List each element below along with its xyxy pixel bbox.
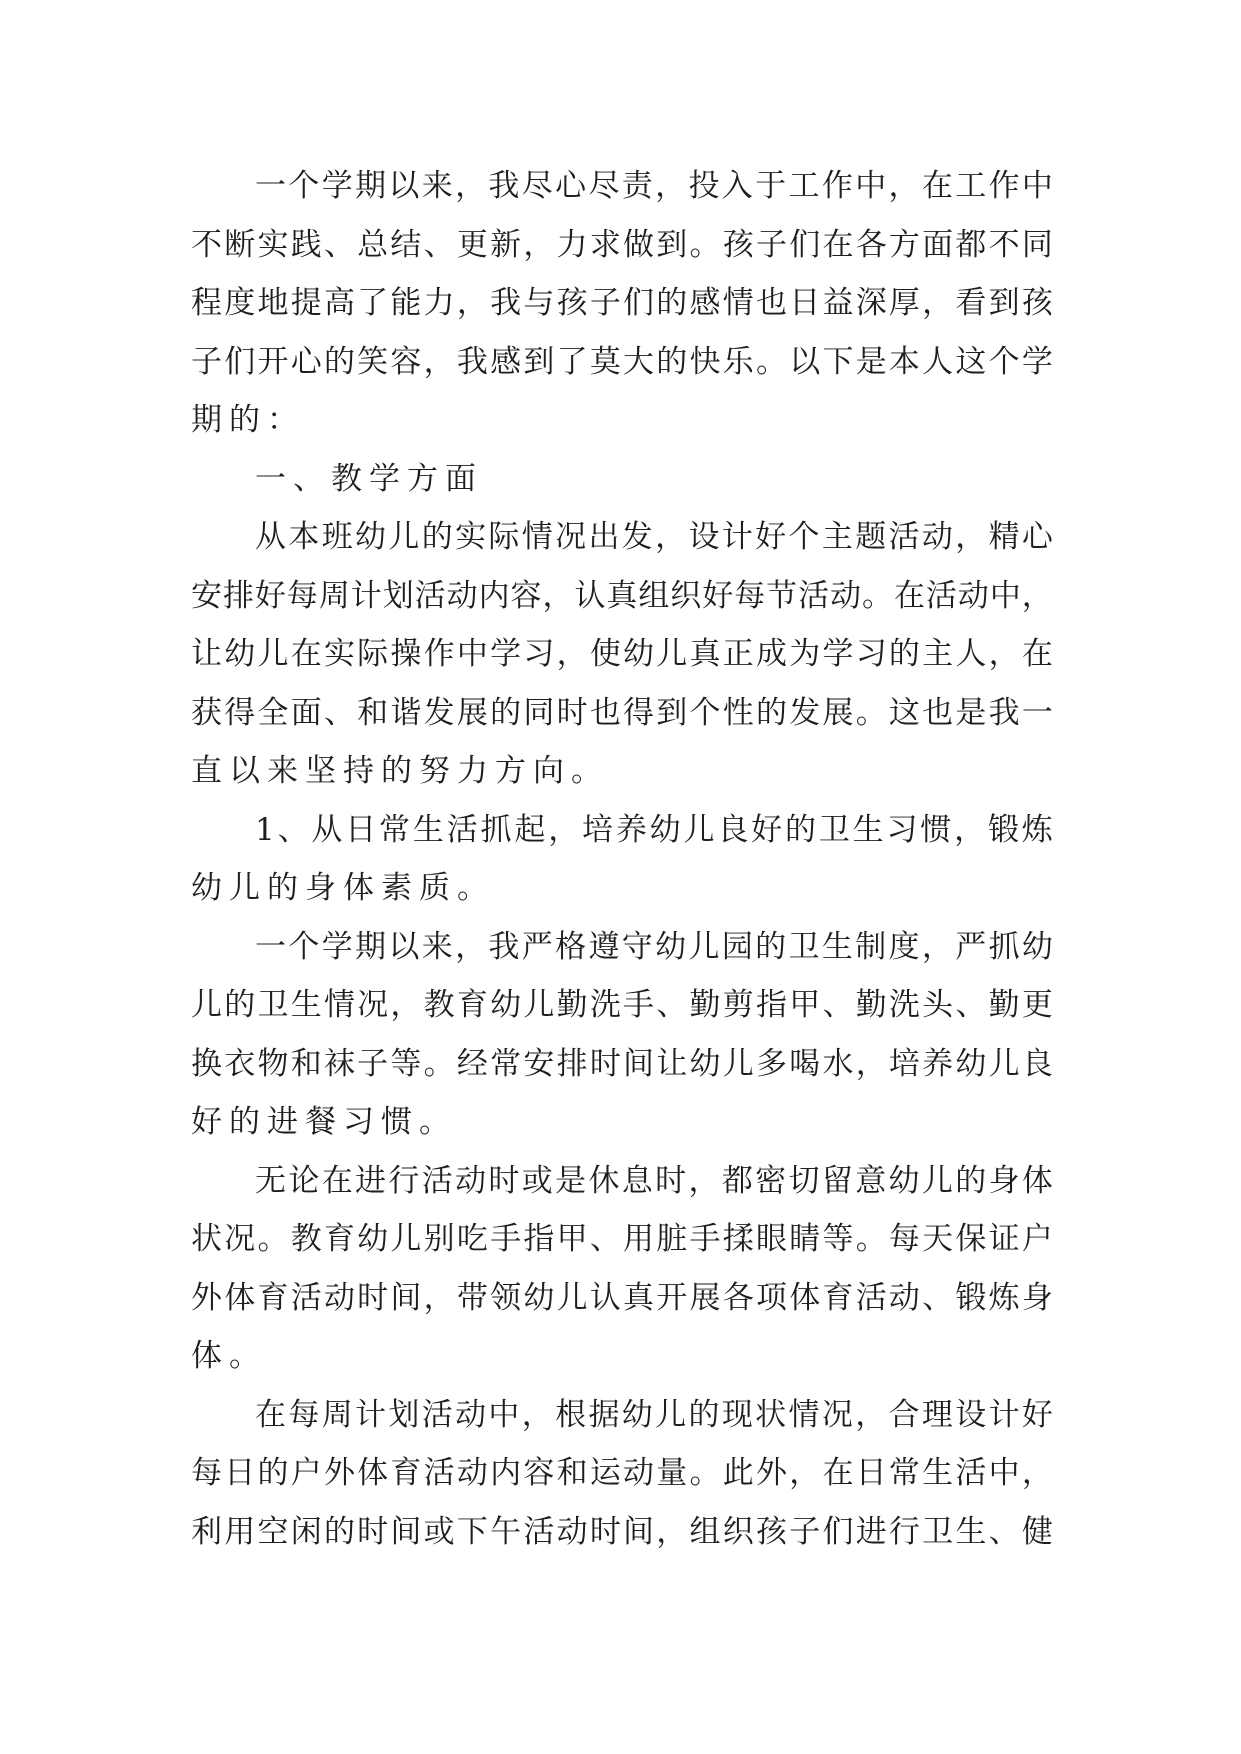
text-line: 幼儿的身体素质。 [191, 870, 495, 906]
text-line: 一、教学方面 [255, 460, 483, 497]
text-line: 子 们 开 心 的 笑 容 ， 我 感 到 了 莫 大 的 快 乐 。 以 下 是 本 人 这 个 学 [191, 343, 1053, 380]
text-line: 外 体 育 活 动 时 间 ， 带 领 幼 儿 认 真 开 展 各 项 体 育 活 动 、 锻 炼 身 [191, 1279, 1053, 1316]
text-line: 1 、 从 日 常 生 活 抓 起 ， 培 养 幼 儿 良 好 的 卫 生 习 惯 ， 锻 炼 [255, 811, 1053, 848]
text-line: 好的进餐习惯。 [191, 1104, 457, 1140]
paragraph [191, 801, 1053, 918]
paragraph [191, 1152, 1053, 1386]
text-line: 程 度 地 提 高 了 能 力 ， 我 与 孩 子 们 的 感 情 也 日 益 深 厚 ， 看 到 孩 [191, 285, 1053, 321]
text-line: 换 衣 物 和 袜 子 等 。 经 常 安 排 时 间 让 幼 儿 多 喝 水 ， 培 养 幼 儿 良 [191, 1045, 1053, 1082]
text-line: 在 每 周 计 划 活 动 中 ， 根 据 幼 儿 的 现 状 情 况 ， 合 理 设 计 好 [255, 1396, 1053, 1433]
text-line: 期的： [191, 402, 305, 438]
paragraph [191, 918, 1053, 1152]
document-body [191, 157, 1053, 1561]
paragraph [191, 1386, 1053, 1562]
text-line: 一 个 学 期 以 来 ， 我 严 格 遵 守 幼 儿 园 的 卫 生 制 度 ， 严 抓 幼 [255, 928, 1053, 965]
text-line: 状 况 。 教 育 幼 儿 别 吃 手 指 甲 、 用 脏 手 揉 眼 睛 等 。 每 天 保 证 户 [191, 1221, 1053, 1257]
text-line: 不 断 实 践 、 总 结 、 更 新 ， 力 求 做 到 。 孩 子 们 在 各 方 面 都 不 同 [191, 226, 1053, 263]
text-line: 体。 [191, 1338, 267, 1374]
text-line: 每 日 的 户 外 体 育 活 动 内 容 和 运 动 量 。 此 外 ， 在 日 常 生 活 中 ， [191, 1455, 1053, 1491]
text-line: 让 幼 儿 在 实 际 操 作 中 学 习 ， 使 幼 儿 真 正 成 为 学 习 的 主 人 ， 在 [191, 636, 1053, 672]
text-line: 获 得 全 面 、 和 谐 发 展 的 同 时 也 得 到 个 性 的 发 展 。 这 也 是 我 一 [191, 694, 1053, 731]
text-line: 无 论 在 进 行 活 动 时 或 是 休 息 时 ， 都 密 切 留 意 幼 儿 的 身 体 [255, 1162, 1053, 1199]
paragraph [191, 157, 1053, 450]
text-line: 安 排 好 每 周 计 划 活 动 内 容 ， 认 真 组 织 好 每 节 活 动 。 在 活 动 中 ， [191, 577, 1053, 614]
text-line: 直以来坚持的努力方向。 [191, 753, 609, 789]
text-line: 一 个 学 期 以 来 ， 我 尽 心 尽 责 ， 投 入 于 工 作 中 ， 在 工 作 中 [255, 168, 1053, 204]
text-line: 儿 的 卫 生 情 况 ， 教 育 幼 儿 勤 洗 手 、 勤 剪 指 甲 、 勤 洗 头 、 勤 更 [191, 987, 1053, 1023]
text-line: 利 用 空 闲 的 时 间 或 下 午 活 动 时 间 ， 组 织 孩 子 们 进 行 卫 生 、 健 [191, 1513, 1053, 1550]
text-line: 从 本 班 幼 儿 的 实 际 情 况 出 发 ， 设 计 好 个 主 题 活 动 ， 精 心 [255, 519, 1053, 555]
paragraph [191, 450, 1053, 509]
paragraph [191, 508, 1053, 801]
